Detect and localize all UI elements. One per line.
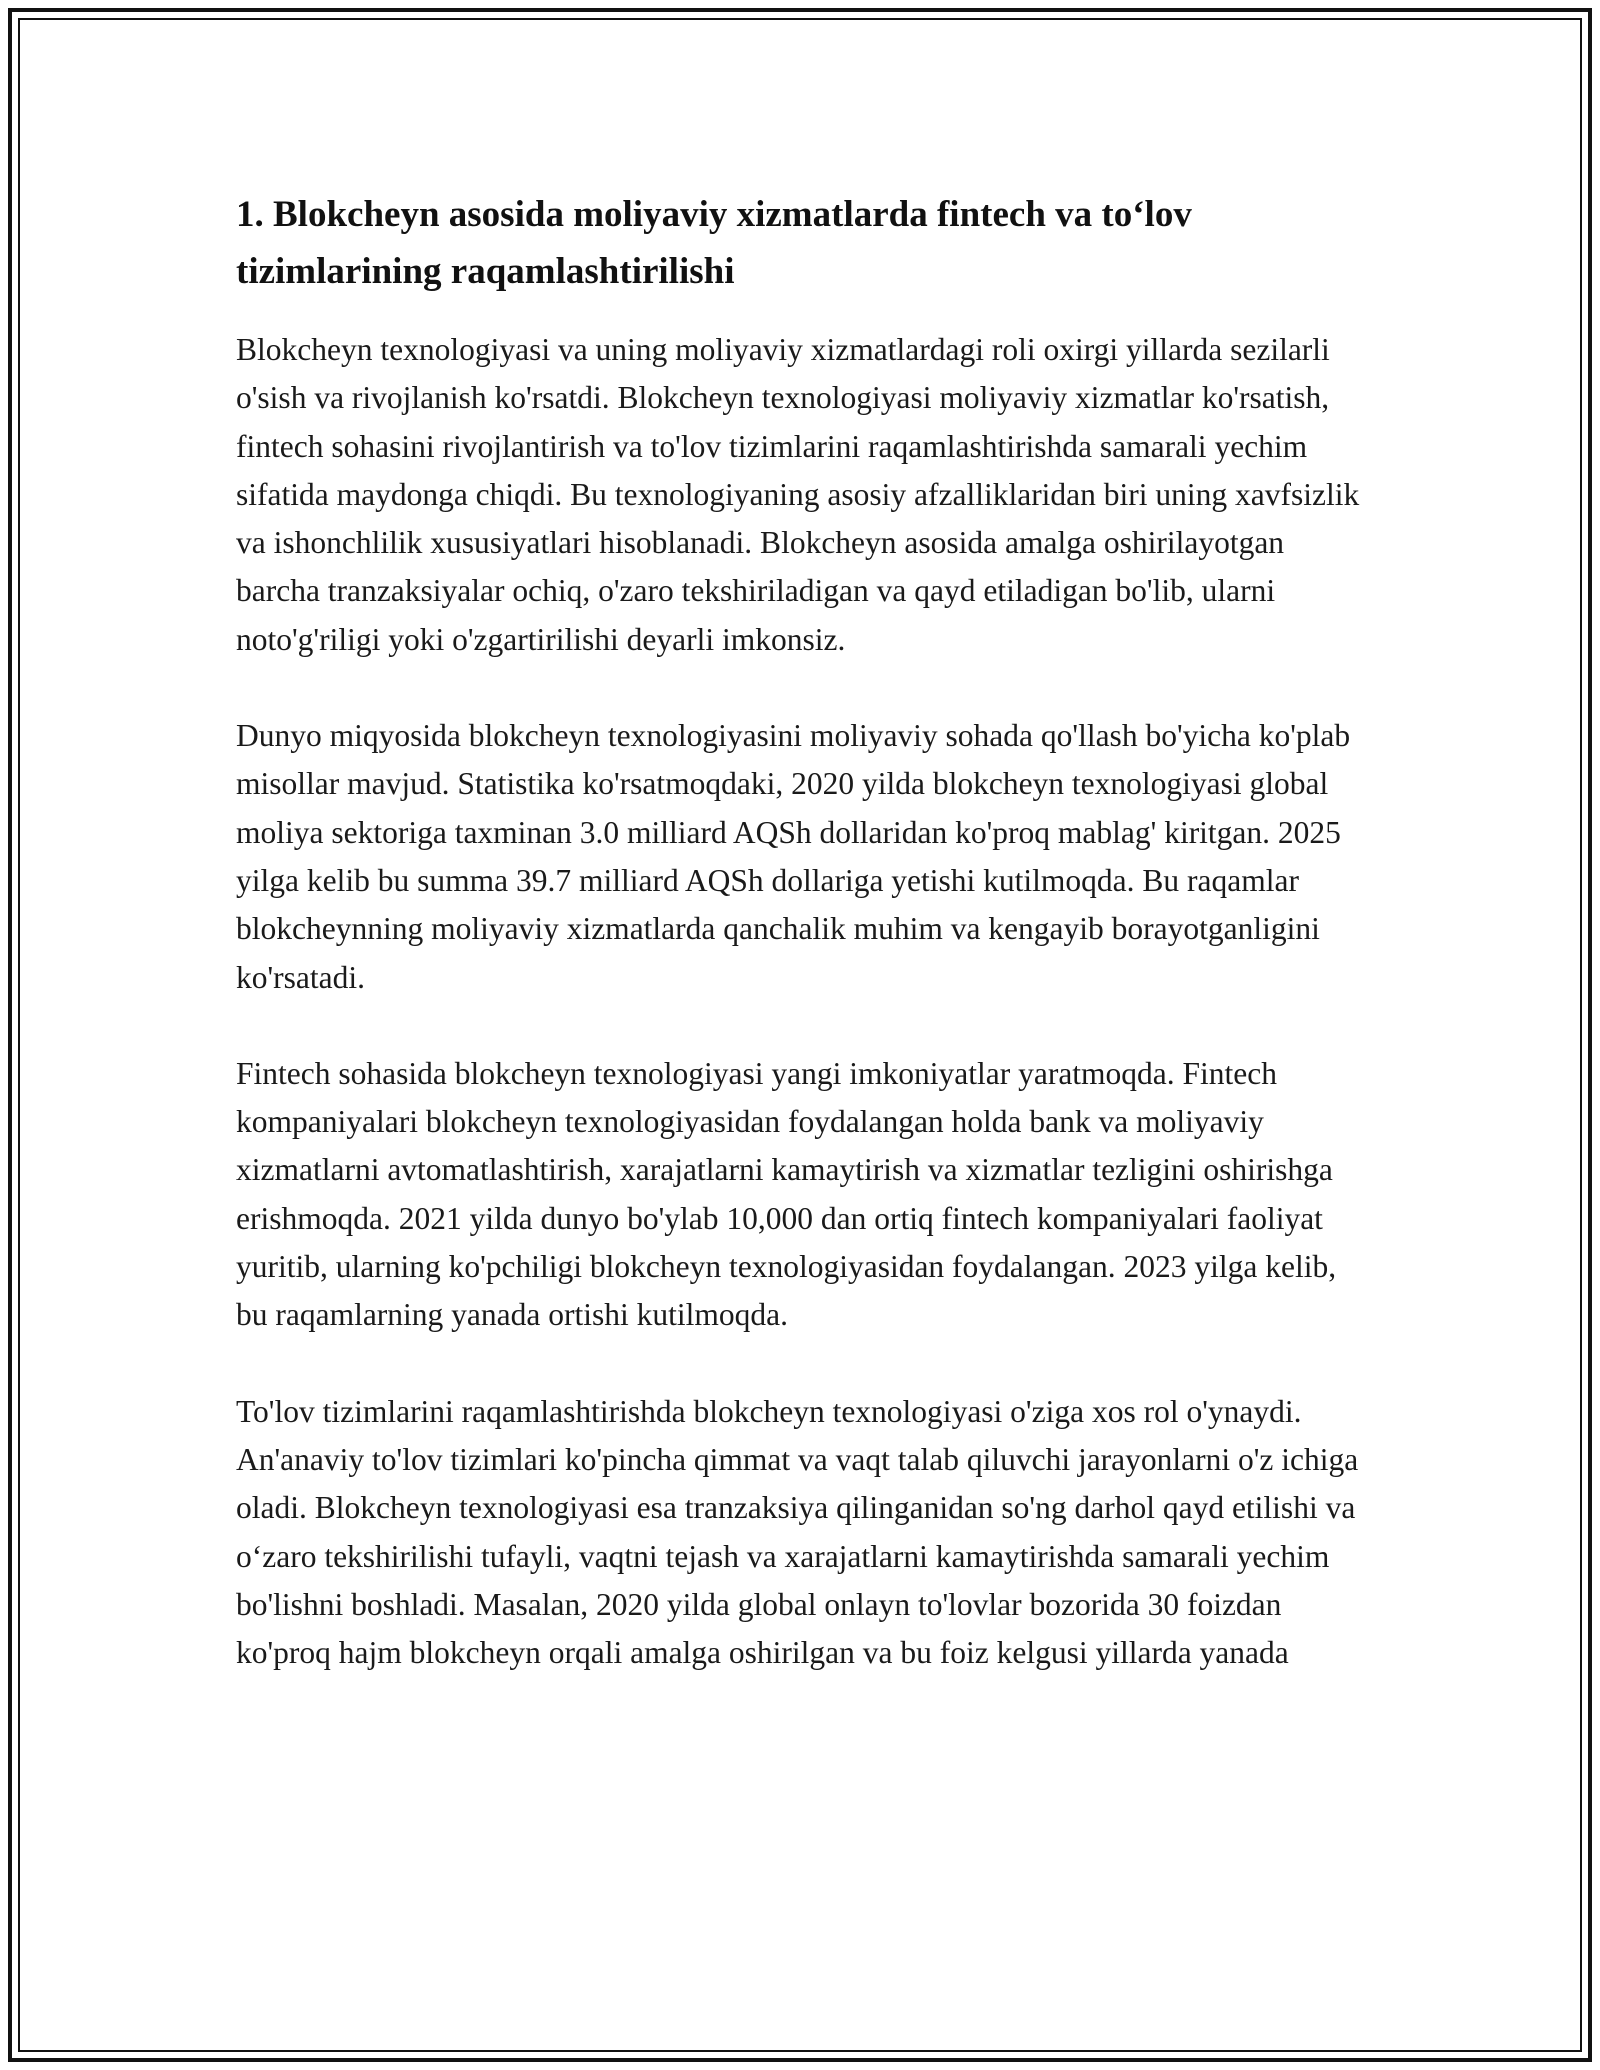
- document-body: [236, 186, 1364, 1677]
- paragraph-4: To'lov tizimlarini raqamlashtirishda blokcheyn texnologiyasi o'ziga xos rol o'ynaydi. An'anaviy to'lov tizimlari ko'pincha qimmat va vaqt talab qiluvchi jarayonlarni o'z ichiga oladi. Blokcheyn texnologiyasi esa tranzaksiya qilinganidan so'ng darhol qayd etilishi va o‘zaro tekshirilishi tufayli, vaqtni tejash va xarajatlarni kamaytirishda samarali yechim bo'lishni boshladi. Masalan, 2020 yilda global onlayn to'lovlar bozorida 30 foizdan ko'proq hajm blokcheyn orqali amalga oshirilgan va bu foiz kelgusi yillarda yanada: [236, 1393, 1359, 1671]
- paragraph-2: Dunyo miqyosida blokcheyn texnologiyasini moliyaviy sohada qo'llash bo'yicha ko'plab misollar mavjud. Statistika ko'rsatmoqdaki, 2020 yilda blokcheyn texnologiyasi global moliya sektoriga taxminan 3.0 milliard AQSh dollaridan ko'proq mablag' kiritgan. 2025 yilga kelib bu summa 39.7 milliard AQSh dollariga yetishi kutilmoqda. Bu raqamlar blokcheynning moliyaviy xizmatlarda qanchalik muhim va kengayib borayotganligini ko'rsatadi.: [236, 718, 1351, 995]
- paragraph-3: Fintech sohasida blokcheyn texnologiyasi yangi imkoniyatlar yaratmoqda. Fintech kompaniyalari blokcheyn texnologiyasidan foydalangan holda bank va moliyaviy xizmatlarni avtomatlashtirish, xarajatlarni kamaytirish va xizmatlar tezligini oshirishga erishmoqda. 2021 yilda dunyo bo'ylab 10,000 dan ortiq fintech kompaniyalari faoliyat yuritib, ularning ko'pchiligi blokcheyn texnologiyasidan foydalangan. 2023 yilga kelib, bu raqamlarning yanada ortishi kutilmoqda.: [236, 1055, 1337, 1333]
- section-heading: 1. Blokcheyn asosida moliyaviy xizmatlarda fintech va to‘lov tizimlarining raqamlashtirilishi: [236, 194, 1192, 292]
- paragraph-1: Blokcheyn texnologiyasi va uning moliyaviy xizmatlardagi roli oxirgi yillarda sezilarli o'sish va rivojlanish ko'rsatdi. Blokcheyn texnologiyasi moliyaviy xizmatlar ko'rsatish, fintech sohasini rivojlantirish va to'lov tizimlarini raqamlashtirishda samarali yechim sifatida maydonga chiqdi. Bu texnologiyaning asosiy afzalliklaridan biri uning xavfsizlik va ishonchlilik xususiyatlari hisoblanadi. Blokcheyn asosida amalga oshirilayotgan barcha tranzaksiyalar ochiq, o'zaro tekshiriladigan va qayd etiladigan bo'lib, ularni noto'g'riligi yoki o'zgartirilishi deyarli imkonsiz.: [236, 332, 1360, 657]
